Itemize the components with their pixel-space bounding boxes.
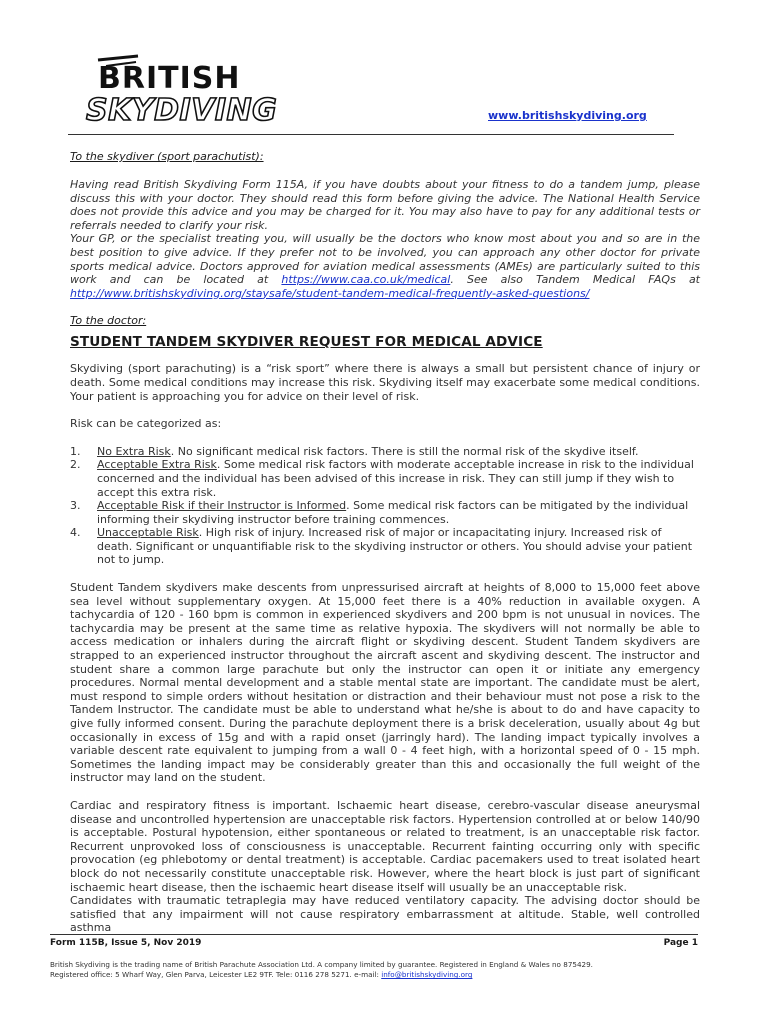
logo-text-skydiving: SKYDIVING [86, 93, 278, 128]
email-link[interactable]: info@britishskydiving.org [381, 970, 473, 979]
footer-divider [50, 934, 698, 935]
risk-list [70, 445, 700, 567]
risk-text: . High risk of injury. Increased risk of major or incapacitating injury. Increased risk of death. Significant or unquantifiable risk to the skydiving instructor or others. You should advise your patient not to jump. [97, 526, 693, 567]
tetraplegia-paragraph: Candidates with traumatic tetraplegia may have reduced ventilatory capacity. The advising doctor should be satisfied that any impairment will not cause respiratory embarrassment at altitude. Stable, well controlled asthma [70, 894, 700, 935]
logo-text-british: BRITISH [98, 61, 241, 96]
british-skydiving-logo [78, 50, 308, 130]
risk-term: Acceptable Extra Risk [97, 458, 217, 472]
office-address: Registered office: 5 Wharf Way, Glen Parva, Leicester LE2 9TF. Tele: 0116 278 5271. e-mail: [50, 970, 382, 979]
list-item [70, 458, 700, 499]
website-link[interactable]: www.britishskydiving.org [488, 109, 647, 122]
company-line-2 [50, 970, 690, 980]
skydiver-paragraph-2 [70, 232, 700, 300]
tandem-faq-link[interactable]: http://www.britishskydiving.org/staysafe/student-tandem-medical-frequently-asked-questions/ [70, 286, 590, 300]
descent-paragraph: Student Tandem skydivers make descents from unpressurised aircraft at heights of 8,000 to 15,000 feet above sea level without supplementary oxygen. At 15,000 feet there is a 40% reduction in available oxygen. A tachycardia of 120 - 160 bpm is common in experienced skydivers and 200 bpm is not unusual in novices. The tachycardia may be present at the same time as relative hypoxia. The skydivers will not normally be able to access medication or inhalers during the aircraft flight or skydiving descent. Student Tandem skydivers are strapped to an experienced instructor throughout the aircraft ascent and skydiving descent. The instructor and student share a common large parachute but only the instructor can open it or initiate any emergency procedures. Normal mental development and a stable mental state are important. The candidate must be alert, must respond to simple orders without hesitation or distraction and their behaviour must not pose a risk to the Tandem Instructor. The candidate must be able to understand what he/she is about to do and have capacity to give fully informed consent. During the parachute deployment there is a brisk deceleration, usually about 4g but occasionally in excess of 15g and with a rapid onset (jarringly hard). The landing impact typically involves a variable descent rate equivalent to jumping from a wall 0 - 4 feet high, with a horizontal speed of 0 - 15 mph. Sometimes the landing impact may be considerably greater than this and occasionally the full weight of the instructor may land on the student. [70, 581, 700, 785]
list-number: 4. [70, 526, 81, 540]
list-item [70, 526, 700, 567]
form-id: Form 115B, Issue 5, Nov 2019 [50, 938, 202, 948]
risk-intro: Risk can be categorized as: [70, 417, 222, 431]
cardiac-paragraph: Cardiac and respiratory fitness is important. Ischaemic heart disease, cerebro-vascular disease aneurysmal disease and uncontrolled hypertension are unacceptable risk factors. Hypertension controlled at or below 140/90 is acceptable. Postural hypotension, either spontaneous or related to treatment, is an unacceptable risk factor. Recurrent unprovoked loss of consciousness is unacceptable. Recurrent fainting occurring only with specific provocation (eg phlebotomy or dental treatment) is acceptable. Cardiac pacemakers used to treat isolated heart block do not necessarily constitute unacceptable risk. However, where the heart block is just part of significant ischaemic heart disease, then the ischaemic heart disease itself will usually be an unacceptable risk. [70, 798, 700, 894]
company-info [50, 960, 690, 980]
risk-text: . Some medical risk factors with moderate acceptable increase in risk to the individual concerned and the individual has been advised of this increase in risk. They can still jump if they wish to accept this extra risk. [97, 458, 694, 499]
skydiver-paragraph-1: Having read British Skydiving Form 115A, if you have doubts about your fitness to do a tandem jump, please discuss this with your doctor. They should read this form before giving the advice. The National Health Service does not provide this advice and you may be charged for it. You may also have to pay for any additional tests or referrals needed to clarify your risk. [70, 178, 700, 232]
list-item [70, 499, 700, 526]
page-number: Page 1 [663, 938, 698, 948]
caa-medical-link[interactable]: https://www.caa.co.uk/medical [281, 273, 451, 287]
para2-text-b: . See also Tandem Medical FAQs at [450, 273, 700, 287]
list-number: 1. [70, 444, 81, 458]
skydiver-heading: To the skydiver (sport parachutist): [70, 150, 264, 163]
risk-text: . No significant medical risk factors. There is still the normal risk of the skydive itself. [170, 444, 639, 458]
document-title: STUDENT TANDEM SKYDIVER REQUEST FOR MEDICAL ADVICE [70, 334, 543, 351]
document-body [70, 150, 700, 935]
para2-text-a: Your GP, or the specialist treating you, will usually be the doctors who know most about you and so are in the best position to give advice. If they prefer not to be involved, you can approach any other doctor for private sports medical advice. Doctors approved for aviation medical assessments (AMEs) are particularly suited to this work and can be located at [70, 232, 700, 287]
list-item [70, 445, 700, 459]
risk-text: . Some medical risk factors can be mitigated by the individual informing their skydiving instructor before training commences. [97, 499, 689, 526]
doctor-heading: To the doctor: [70, 314, 147, 328]
company-line-1: British Skydiving is the trading name of British Parachute Association Ltd. A company limited by guarantee. Registered in England & Wales no 875429. [50, 960, 593, 969]
risk-term: Unacceptable Risk [97, 526, 199, 540]
list-number: 2. [70, 458, 81, 472]
risk-term: No Extra Risk [97, 444, 171, 458]
list-number: 3. [70, 499, 81, 513]
header-divider [68, 134, 674, 135]
risk-term: Acceptable Risk if their Instructor is Informed [97, 499, 347, 513]
intro-paragraph: Skydiving (sport parachuting) is a “risk sport” where there is always a small but persistent chance of injury or death. Some medical conditions may increase this risk. Skydiving itself may exacerbate some medical conditions. Your patient is approaching you for advice on their level of risk. [70, 362, 700, 403]
